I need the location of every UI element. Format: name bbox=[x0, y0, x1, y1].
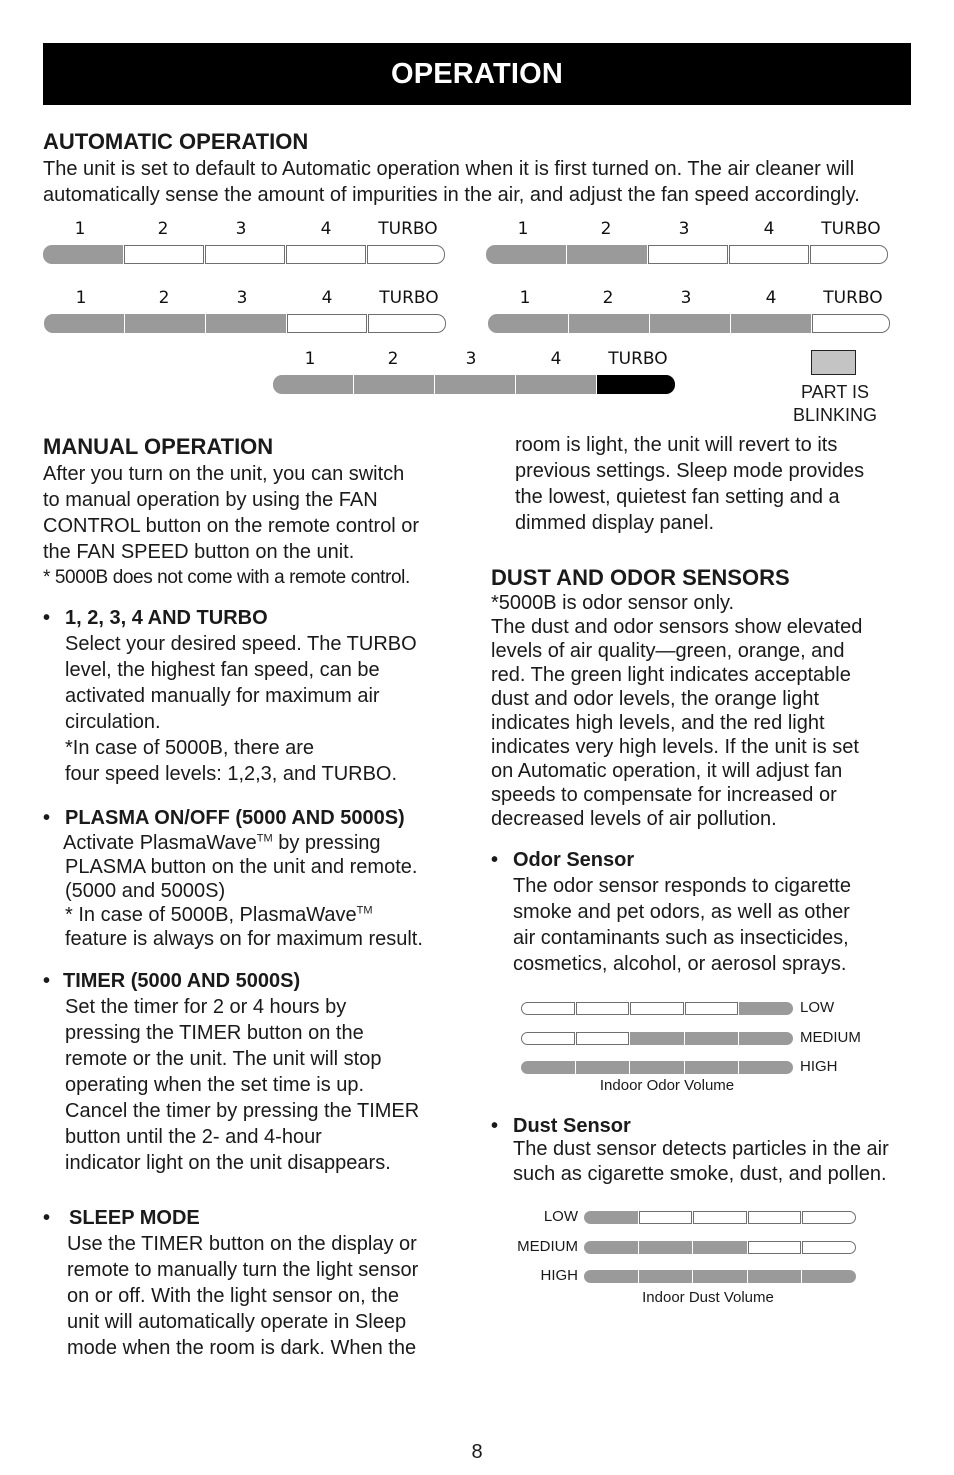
sensor-segment bbox=[630, 1032, 684, 1045]
speed-label: 2 bbox=[387, 349, 399, 369]
speed-segment bbox=[516, 375, 596, 394]
blinking-legend-label bbox=[780, 381, 890, 427]
sensor-segment bbox=[802, 1241, 856, 1254]
sleep-item-heading: SLEEP MODE bbox=[69, 1207, 200, 1229]
speed-indicator-bar bbox=[43, 245, 448, 264]
text-line: previous settings. Sleep mode provides bbox=[515, 460, 865, 482]
sensor-segment bbox=[739, 1032, 793, 1045]
manual-operation-text bbox=[43, 461, 419, 565]
bullet-icon: • bbox=[491, 1115, 499, 1137]
legend-line: BLINKING bbox=[792, 405, 878, 425]
sensor-level-bar bbox=[521, 1002, 794, 1015]
speed-label: TURBO bbox=[379, 288, 439, 308]
speed-label: 1 bbox=[519, 288, 531, 308]
text-line: mode when the room is dark. When the bbox=[67, 1337, 417, 1359]
speed-segment bbox=[731, 314, 811, 333]
plasma-item-text bbox=[63, 831, 423, 951]
sensor-segment bbox=[584, 1241, 638, 1254]
sensor-segment bbox=[693, 1211, 747, 1224]
speed-segment bbox=[729, 245, 809, 264]
bullet-icon: • bbox=[43, 807, 51, 829]
speed-label: 4 bbox=[321, 288, 333, 308]
odor-sensor-heading: Odor Sensor bbox=[513, 849, 635, 871]
speed-item-text bbox=[65, 631, 417, 787]
dust-sensor-heading: Dust Sensor bbox=[513, 1115, 631, 1137]
text-line: red. The green light indicates acceptable bbox=[491, 664, 851, 686]
text-line: The dust and odor sensors show elevated bbox=[491, 616, 863, 638]
speed-label: 3 bbox=[235, 219, 247, 239]
text-line: *5000B is odor sensor only. bbox=[491, 592, 735, 614]
text-line: indicates high levels, and the red light bbox=[491, 712, 825, 734]
speed-label: 3 bbox=[465, 349, 477, 369]
text-line bbox=[63, 903, 423, 927]
sensor-segment bbox=[748, 1270, 802, 1283]
sensor-segment bbox=[693, 1241, 747, 1254]
sensor-level-label: MEDIUM bbox=[800, 1028, 861, 1046]
sensors-text bbox=[491, 591, 862, 831]
speed-label: 1 bbox=[75, 288, 87, 308]
speed-segment bbox=[205, 245, 285, 264]
sensor-segment bbox=[685, 1032, 739, 1045]
sensors-heading: DUST AND ODOR SENSORS bbox=[491, 565, 790, 590]
sensor-segment bbox=[576, 1032, 630, 1045]
speed-segment bbox=[488, 314, 568, 333]
text-line: cosmetics, alcohol, or aerosol sprays. bbox=[513, 953, 847, 975]
sensor-segment bbox=[521, 1032, 575, 1045]
speed-segment bbox=[354, 375, 434, 394]
text-line: automatically sense the amount of impurities in the air, and adjust the fan speed accordingly. bbox=[43, 184, 860, 206]
automatic-operation-text bbox=[43, 156, 860, 208]
text-line: unit will automatically operate in Sleep bbox=[67, 1311, 407, 1333]
sensor-segment bbox=[584, 1211, 638, 1224]
speed-label: 1 bbox=[304, 349, 316, 369]
speed-label: 3 bbox=[680, 288, 692, 308]
text-line: feature is always on for maximum result. bbox=[65, 928, 423, 950]
sensor-level-label: LOW bbox=[543, 1208, 578, 1225]
sensor-level-label: HIGH bbox=[800, 1058, 838, 1075]
text-line: indicator light on the unit disappears. bbox=[65, 1152, 391, 1174]
speed-segment bbox=[44, 314, 124, 333]
text-line: on Automatic operation, it will adjust fan bbox=[491, 760, 843, 782]
speed-segment bbox=[368, 314, 446, 333]
speed-label: 4 bbox=[763, 219, 775, 239]
text-line bbox=[63, 831, 423, 855]
speed-label: 2 bbox=[157, 219, 169, 239]
timer-item-text bbox=[65, 994, 419, 1176]
text-line: PLASMA button on the unit and remote. bbox=[65, 856, 418, 878]
text-line: such as cigarette smoke, dust, and pollen. bbox=[513, 1163, 887, 1185]
page-number: 8 bbox=[471, 1441, 483, 1463]
sensor-segment bbox=[576, 1061, 630, 1074]
sensor-level-bar bbox=[584, 1270, 857, 1283]
speed-segment bbox=[648, 245, 728, 264]
sensor-segment bbox=[739, 1061, 793, 1074]
speed-label: TURBO bbox=[608, 349, 668, 369]
speed-indicator-bar bbox=[488, 314, 893, 333]
sensor-segment bbox=[748, 1241, 802, 1254]
sleep-mode-continued bbox=[515, 432, 864, 536]
sensor-segment bbox=[639, 1270, 693, 1283]
bullet-icon: • bbox=[43, 970, 51, 992]
speed-segment bbox=[650, 314, 730, 333]
sensor-segment bbox=[802, 1270, 856, 1283]
trademark-mark: TM bbox=[256, 832, 273, 845]
text-line: The odor sensor responds to cigarette bbox=[513, 875, 851, 897]
sensor-level-label: MEDIUM bbox=[517, 1237, 578, 1255]
text-line: to manual operation by using the FAN bbox=[43, 489, 378, 511]
text-line: indicates very high levels. If the unit is set bbox=[491, 736, 859, 758]
text-line: (5000 and 5000S) bbox=[65, 880, 226, 902]
text-line: levels of air quality—green, orange, and bbox=[491, 640, 845, 662]
sensor-segment bbox=[639, 1211, 693, 1224]
sensor-segment bbox=[693, 1270, 747, 1283]
sensor-segment bbox=[630, 1061, 684, 1074]
text-line: remote or the unit. The unit will stop bbox=[65, 1048, 382, 1070]
speed-segment bbox=[435, 375, 515, 394]
speed-segment bbox=[486, 245, 566, 264]
sensor-level-label: LOW bbox=[800, 999, 835, 1016]
text-line: dimmed display panel. bbox=[515, 512, 714, 534]
dust-sensor-text bbox=[513, 1137, 889, 1187]
speed-label: 1 bbox=[74, 219, 86, 239]
text-fragment: * In case of 5000B, PlasmaWave bbox=[65, 904, 357, 926]
text-line: pressing the TIMER button on the bbox=[65, 1022, 364, 1044]
remote-note: * 5000B does not come with a remote control. bbox=[43, 567, 410, 588]
sensor-segment bbox=[639, 1241, 693, 1254]
page-title: OPERATION bbox=[43, 43, 911, 105]
speed-segment bbox=[569, 314, 649, 333]
sensor-segment bbox=[802, 1211, 856, 1224]
sensor-segment bbox=[584, 1270, 638, 1283]
sensor-segment bbox=[521, 1002, 575, 1015]
odor-sensor-text bbox=[513, 873, 851, 977]
text-line: Use the TIMER button on the display or bbox=[67, 1233, 417, 1255]
bullet-icon: • bbox=[43, 1207, 51, 1229]
sensor-level-label: HIGH bbox=[540, 1267, 578, 1284]
text-line: The unit is set to default to Automatic operation when it is first turned on. The air cleaner will bbox=[43, 158, 855, 180]
speed-segment bbox=[812, 314, 890, 333]
speed-segment bbox=[286, 245, 366, 264]
dust-volume-caption: Indoor Dust Volume bbox=[642, 1289, 774, 1306]
speed-label: 4 bbox=[320, 219, 332, 239]
speed-label: 3 bbox=[678, 219, 690, 239]
speed-segment bbox=[567, 245, 647, 264]
text-line: level, the highest fan speed, can be bbox=[65, 659, 380, 681]
speed-label: 2 bbox=[602, 288, 614, 308]
text-line: After you turn on the unit, you can switch bbox=[43, 463, 405, 485]
speed-label: 2 bbox=[158, 288, 170, 308]
speed-indicator-bar bbox=[273, 375, 678, 394]
speed-indicator-bar bbox=[486, 245, 891, 264]
sensor-segment bbox=[576, 1002, 630, 1015]
speed-item-heading: 1, 2, 3, 4 AND TURBO bbox=[65, 607, 268, 629]
legend-line: PART IS bbox=[800, 382, 870, 402]
sensor-level-bar bbox=[584, 1211, 857, 1224]
speed-indicator-bar bbox=[44, 314, 449, 333]
text-line: CONTROL button on the remote control or bbox=[43, 515, 420, 537]
text-line: the FAN SPEED button on the unit. bbox=[43, 541, 355, 563]
sensor-segment bbox=[739, 1002, 793, 1015]
trademark-mark: TM bbox=[356, 904, 373, 917]
text-line: Set the timer for 2 or 4 hours by bbox=[65, 996, 347, 1018]
text-line: activated manually for maximum air bbox=[65, 685, 380, 707]
text-line: button until the 2- and 4-hour bbox=[65, 1126, 322, 1148]
speed-segment bbox=[124, 245, 204, 264]
text-line: on or off. With the light sensor on, the bbox=[67, 1285, 400, 1307]
speed-label: 2 bbox=[600, 219, 612, 239]
speed-label: 4 bbox=[765, 288, 777, 308]
sensor-segment bbox=[521, 1061, 575, 1074]
sensor-segment bbox=[685, 1061, 739, 1074]
bullet-icon: • bbox=[491, 849, 499, 871]
text-line: decreased levels of air pollution. bbox=[491, 808, 777, 830]
text-line: operating when the set time is up. bbox=[65, 1074, 365, 1096]
sensor-segment bbox=[685, 1002, 739, 1015]
speed-segment bbox=[43, 245, 123, 264]
text-line: dust and odor levels, the orange light bbox=[491, 688, 819, 710]
speed-label: 4 bbox=[550, 349, 562, 369]
speed-segment bbox=[810, 245, 888, 264]
manual-operation-heading: MANUAL OPERATION bbox=[43, 434, 274, 459]
sensor-level-bar bbox=[521, 1032, 794, 1045]
sensor-level-bar bbox=[584, 1241, 857, 1254]
speed-label: 3 bbox=[236, 288, 248, 308]
plasma-item-heading: PLASMA ON/OFF (5000 AND 5000S) bbox=[65, 807, 405, 829]
text-fragment: by pressing bbox=[272, 832, 381, 854]
odor-volume-caption: Indoor Odor Volume bbox=[599, 1077, 735, 1094]
text-line: four speed levels: 1,2,3, and TURBO. bbox=[65, 763, 398, 785]
sensor-segment bbox=[748, 1211, 802, 1224]
text-line: circulation. bbox=[65, 711, 161, 733]
speed-segment bbox=[206, 314, 286, 333]
speed-segment bbox=[287, 314, 367, 333]
text-line: *In case of 5000B, there are bbox=[65, 737, 315, 759]
text-line: The dust sensor detects particles in the air bbox=[513, 1138, 889, 1160]
speed-segment bbox=[367, 245, 445, 264]
sensor-segment bbox=[630, 1002, 684, 1015]
text-line: remote to manually turn the light sensor bbox=[67, 1259, 419, 1281]
speed-label: 1 bbox=[517, 219, 529, 239]
text-line: the lowest, quietest fan setting and a bbox=[515, 486, 840, 508]
sleep-item-text bbox=[67, 1231, 418, 1361]
speed-segment bbox=[273, 375, 353, 394]
text-fragment: Activate PlasmaWave bbox=[63, 832, 257, 854]
speed-label: TURBO bbox=[821, 219, 881, 239]
text-line: air contaminants such as insecticides, bbox=[513, 927, 849, 949]
text-line: Cancel the timer by pressing the TIMER bbox=[65, 1100, 420, 1122]
text-line: smoke and pet odors, as well as other bbox=[513, 901, 850, 923]
text-line: room is light, the unit will revert to its bbox=[515, 434, 838, 456]
blinking-legend-swatch bbox=[811, 350, 856, 375]
text-line: Select your desired speed. The TURBO bbox=[65, 633, 417, 655]
speed-label: TURBO bbox=[823, 288, 883, 308]
text-line: speeds to compensate for increased or bbox=[491, 784, 837, 806]
sensor-level-bar bbox=[521, 1061, 794, 1074]
speed-segment bbox=[125, 314, 205, 333]
speed-label: TURBO bbox=[378, 219, 438, 239]
timer-item-heading: TIMER (5000 AND 5000S) bbox=[63, 970, 301, 992]
speed-segment bbox=[597, 375, 675, 394]
bullet-icon: • bbox=[43, 607, 51, 629]
automatic-operation-heading: AUTOMATIC OPERATION bbox=[43, 129, 309, 154]
